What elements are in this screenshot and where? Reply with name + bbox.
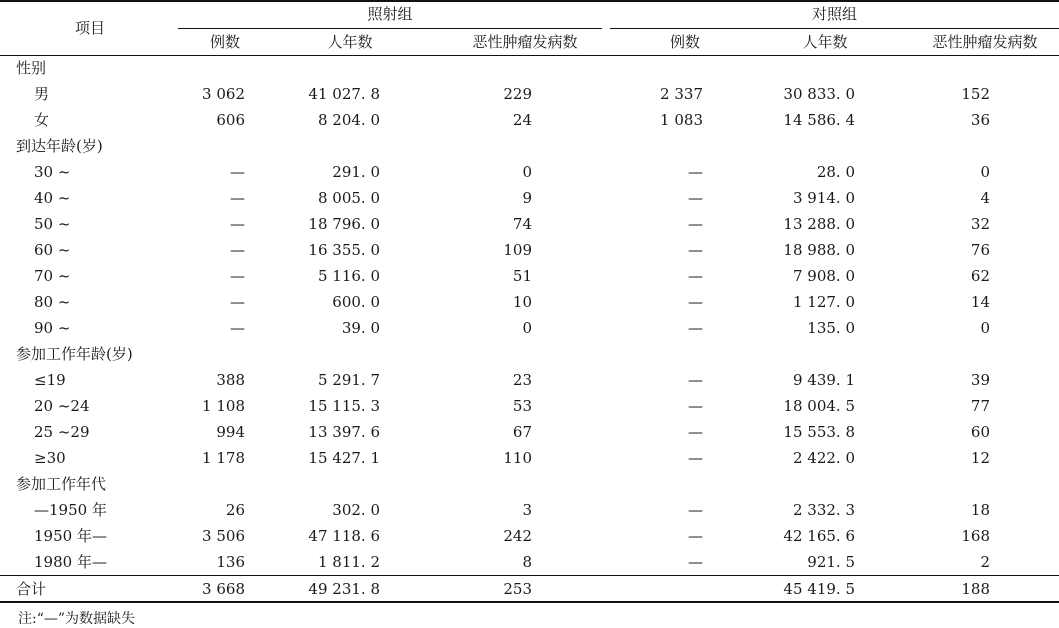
table-row — [0, 159, 1059, 185]
row-label: 90 ~ — [34, 319, 71, 337]
section-label: 参加工作年代 — [16, 475, 107, 493]
total-label: 合计 — [16, 580, 47, 598]
cell-person-years-control: 7 908. 0 — [792, 267, 855, 285]
cell-incidence-control: 18 — [970, 501, 990, 519]
table-row — [0, 263, 1059, 289]
cell-incidence-control: 0 — [980, 163, 990, 181]
table-row — [0, 549, 1059, 575]
irradiated-group-rule — [178, 28, 602, 29]
header-sub-person-years-control: 人年数 — [802, 33, 848, 51]
table-row — [0, 419, 1059, 445]
cell-person-years-control: 13 288. 0 — [783, 215, 855, 233]
table-row — [0, 523, 1059, 549]
cell-person-years-irradiated: 47 118. 6 — [308, 527, 380, 545]
cell-incidence-control: 12 — [970, 449, 990, 467]
row-label: 女 — [34, 111, 50, 129]
table-row — [0, 185, 1059, 211]
cell-cases-irradiated: 26 — [225, 501, 245, 519]
cell-incidence-control: 168 — [961, 527, 990, 545]
table-row — [0, 497, 1059, 523]
row-label: —1950 年 — [34, 501, 107, 519]
row-label: 70 ~ — [34, 267, 71, 285]
cell-cases-control: 2 337 — [660, 85, 703, 103]
cell-incidence-control: 36 — [970, 111, 990, 129]
header-group-irradiated: 照射组 — [367, 5, 413, 23]
cell-cases-control: — — [688, 267, 703, 285]
cell-incidence-irradiated: 10 — [512, 293, 532, 311]
cell-incidence-irradiated: 67 — [512, 423, 532, 441]
table-row — [0, 289, 1059, 315]
cell-cases-control: — — [688, 215, 703, 233]
cell-incidence-control: 14 — [970, 293, 990, 311]
cell-person-years-irradiated: 18 796. 0 — [308, 215, 380, 233]
section-label: 性别 — [16, 59, 47, 77]
table-row — [0, 393, 1059, 419]
row-label: 40 ~ — [34, 189, 71, 207]
table-row — [0, 107, 1059, 133]
header-item: 项目 — [74, 19, 105, 37]
table-row — [0, 367, 1059, 393]
cell-cases-irradiated: — — [230, 267, 245, 285]
cell-cases-control: — — [688, 241, 703, 259]
cell-cases-irradiated: 388 — [216, 371, 245, 389]
cell-person-years-irradiated: 39. 0 — [341, 319, 380, 337]
cell-person-years-control: 3 914. 0 — [792, 189, 855, 207]
table-row — [0, 315, 1059, 341]
cell-incidence-control: 4 — [980, 189, 990, 207]
row-label: 1980 年— — [34, 553, 107, 571]
cell-incidence-irradiated: 9 — [522, 189, 532, 207]
cell-cases-irradiated: 994 — [216, 423, 245, 441]
total-cases-irradiated: 3 668 — [202, 580, 245, 598]
cell-cases-control: — — [688, 397, 703, 415]
cell-person-years-irradiated: 15 427. 1 — [308, 449, 380, 467]
cell-person-years-control: 15 553. 8 — [783, 423, 855, 441]
row-label: 50 ~ — [34, 215, 71, 233]
row-label: 1950 年— — [34, 527, 107, 545]
section-row — [0, 55, 1059, 81]
cell-person-years-irradiated: 5 116. 0 — [317, 267, 380, 285]
cell-person-years-irradiated: 8 005. 0 — [317, 189, 380, 207]
section-label: 到达年龄(岁) — [16, 137, 103, 155]
total-incidence-irradiated: 253 — [503, 580, 532, 598]
cell-cases-control: — — [688, 189, 703, 207]
cell-person-years-irradiated: 16 355. 0 — [308, 241, 380, 259]
cell-incidence-irradiated: 51 — [512, 267, 532, 285]
cell-incidence-irradiated: 109 — [503, 241, 532, 259]
cell-person-years-irradiated: 291. 0 — [332, 163, 380, 181]
cell-cases-irradiated: — — [230, 215, 245, 233]
cell-person-years-control: 921. 5 — [807, 553, 855, 571]
cell-cases-irradiated: 136 — [216, 553, 245, 571]
cell-cases-control: — — [688, 163, 703, 181]
cell-person-years-irradiated: 302. 0 — [332, 501, 380, 519]
cell-person-years-control: 1 127. 0 — [792, 293, 855, 311]
cell-incidence-irradiated: 0 — [522, 163, 532, 181]
table-row — [0, 81, 1059, 107]
cell-incidence-control: 60 — [970, 423, 990, 441]
cell-incidence-control: 2 — [980, 553, 990, 571]
cell-cases-irradiated: — — [230, 293, 245, 311]
cell-incidence-irradiated: 110 — [503, 449, 532, 467]
header-sub-incidence-control: 恶性肿瘤发病数 — [932, 33, 1038, 51]
cell-cases-control: — — [688, 501, 703, 519]
total-person-years-irradiated: 49 231. 8 — [308, 580, 380, 598]
header-sub-cases-irradiated: 例数 — [209, 33, 240, 51]
cell-person-years-control: 135. 0 — [807, 319, 855, 337]
cell-cases-control: — — [688, 527, 703, 545]
cell-cases-irradiated: 1 108 — [202, 397, 245, 415]
cell-incidence-irradiated: 74 — [512, 215, 532, 233]
cell-incidence-irradiated: 0 — [522, 319, 532, 337]
cell-cases-irradiated: — — [230, 241, 245, 259]
total-person-years-control: 45 419. 5 — [783, 580, 855, 598]
total-row — [0, 576, 1059, 602]
cell-person-years-control: 18 004. 5 — [783, 397, 855, 415]
header-sub-person-years-irradiated: 人年数 — [327, 33, 373, 51]
cell-incidence-control: 152 — [961, 85, 990, 103]
cell-cases-irradiated: 1 178 — [202, 449, 245, 467]
row-label: 80 ~ — [34, 293, 71, 311]
cell-person-years-irradiated: 5 291. 7 — [317, 371, 380, 389]
cell-person-years-irradiated: 8 204. 0 — [317, 111, 380, 129]
cell-person-years-irradiated: 13 397. 6 — [308, 423, 380, 441]
cell-incidence-irradiated: 3 — [522, 501, 532, 519]
cell-person-years-irradiated: 41 027. 8 — [308, 85, 380, 103]
cell-incidence-irradiated: 24 — [512, 111, 532, 129]
row-label: 25 ~29 — [34, 423, 90, 441]
cell-person-years-control: 18 988. 0 — [783, 241, 855, 259]
cell-incidence-control: 0 — [980, 319, 990, 337]
table-row — [0, 237, 1059, 263]
row-label: 30 ~ — [34, 163, 71, 181]
row-label: ≤19 — [34, 371, 66, 389]
cell-cases-irradiated: — — [230, 163, 245, 181]
cell-cases-control: — — [688, 293, 703, 311]
cell-incidence-irradiated: 242 — [503, 527, 532, 545]
cell-cases-irradiated: — — [230, 319, 245, 337]
cell-cases-irradiated: 3 506 — [202, 527, 245, 545]
cell-person-years-control: 30 833. 0 — [783, 85, 855, 103]
section-label: 参加工作年龄(岁) — [16, 345, 133, 363]
cell-cases-control: — — [688, 449, 703, 467]
cell-cases-control: — — [688, 553, 703, 571]
cell-incidence-control: 39 — [970, 371, 990, 389]
table-note: 注:“—”为数据缺失 — [18, 611, 136, 627]
cell-incidence-irradiated: 23 — [512, 371, 532, 389]
cell-person-years-irradiated: 15 115. 3 — [308, 397, 380, 415]
cell-incidence-control: 32 — [970, 215, 990, 233]
header-sub-incidence-irradiated: 恶性肿瘤发病数 — [472, 33, 578, 51]
cell-incidence-control: 62 — [970, 267, 990, 285]
cell-incidence-control: 76 — [970, 241, 990, 259]
cell-person-years-control: 9 439. 1 — [792, 371, 855, 389]
row-label: 男 — [34, 85, 50, 103]
cell-person-years-irradiated: 600. 0 — [332, 293, 380, 311]
cell-cases-control: — — [688, 371, 703, 389]
cell-person-years-irradiated: 1 811. 2 — [317, 553, 380, 571]
cell-incidence-control: 77 — [970, 397, 990, 415]
section-row — [0, 133, 1059, 159]
cell-incidence-irradiated: 53 — [512, 397, 532, 415]
cell-person-years-control: 28. 0 — [816, 163, 855, 181]
cell-person-years-control: 2 332. 3 — [792, 501, 855, 519]
cell-cases-control: 1 083 — [660, 111, 703, 129]
row-label: 60 ~ — [34, 241, 71, 259]
cell-person-years-control: 42 165. 6 — [783, 527, 855, 545]
cell-person-years-control: 2 422. 0 — [792, 449, 855, 467]
total-incidence-control: 188 — [961, 580, 990, 598]
cell-cases-control: — — [688, 423, 703, 441]
section-row — [0, 341, 1059, 367]
top-rule — [0, 0, 1059, 2]
cell-cases-irradiated: 606 — [216, 111, 245, 129]
control-group-rule — [610, 28, 1059, 29]
cell-person-years-control: 14 586. 4 — [783, 111, 855, 129]
cell-cases-irradiated: — — [230, 189, 245, 207]
cell-cases-irradiated: 3 062 — [202, 85, 245, 103]
table-row — [0, 211, 1059, 237]
header-group-control: 对照组 — [811, 5, 857, 23]
cell-incidence-irradiated: 8 — [522, 553, 532, 571]
cell-cases-control: — — [688, 319, 703, 337]
header-sub-cases-control: 例数 — [669, 33, 700, 51]
cell-incidence-irradiated: 229 — [503, 85, 532, 103]
row-label: ≥30 — [34, 449, 66, 467]
row-label: 20 ~24 — [34, 397, 90, 415]
section-row — [0, 471, 1059, 497]
table-row — [0, 445, 1059, 471]
